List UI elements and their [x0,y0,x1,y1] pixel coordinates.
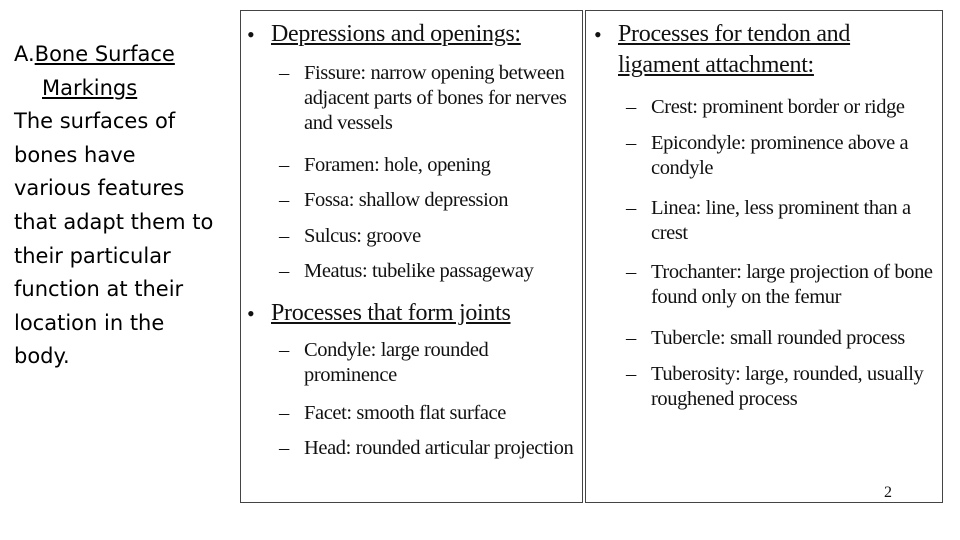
section-title-line1: Bone Surface [34,42,175,66]
list-item: – Fissure: narrow opening between adjacent parts of bones for nerves and vessels [279,62,567,134]
list-item: – Fossa: shallow depression [279,189,509,211]
list-item: – Meatus: tubelike passageway [279,260,534,282]
section-heading [14,38,214,72]
dash-icon: – [626,96,636,118]
dash-icon: – [279,189,289,211]
intro-paragraph: The surfaces of bones have various features that adapt them to their particular function at their location in the body. [14,109,214,369]
tendon-heading: • Processes for tendon and ligament attachment: [594,21,851,78]
dash-icon: – [626,363,636,385]
dash-icon: – [279,154,289,176]
list-item: – Crest: prominent border or ridge [626,96,905,118]
dash-icon: – [626,327,636,349]
list-item: – Tubercle: small rounded process [626,327,905,349]
list-item: – Sulcus: groove [279,225,421,247]
dash-icon: – [626,197,636,219]
list-item: – Facet: smooth flat surface [279,402,506,424]
list-item: – Condyle: large rounded prominence [279,339,489,386]
dash-icon: – [279,225,289,247]
dash-icon: – [279,437,289,459]
bullet-icon: • [247,22,255,47]
section-prefix: A. [14,42,35,66]
dash-icon: – [279,402,289,424]
list-item: – Tuberosity: large, rounded, usually roughened process [626,363,924,410]
list-item: – Head: rounded articular projection [279,437,574,459]
list-item: – Epicondyle: prominence above a condyle [626,132,909,179]
section-title-line2: Markings [42,75,138,100]
dash-icon: – [279,62,289,84]
bullet-icon: • [247,301,255,326]
dash-icon: – [279,260,289,282]
page-number: 2 [884,484,892,501]
table-right-column [585,10,943,503]
dash-icon: – [279,339,289,361]
bullet-icon: • [594,22,602,47]
list-item: – Foramen: hole, opening [279,154,491,176]
dash-icon: – [626,261,636,283]
list-item: – Trochanter: large projection of bone found only on the femur [626,261,933,308]
intro-text-block [14,38,214,374]
joints-heading: • Processes that form joints [247,298,577,329]
dash-icon: – [626,132,636,154]
depressions-heading: • Depressions and openings: [247,19,577,50]
table-left-column [240,10,583,503]
list-item: – Linea: line, less prominent than a crest [626,197,911,244]
